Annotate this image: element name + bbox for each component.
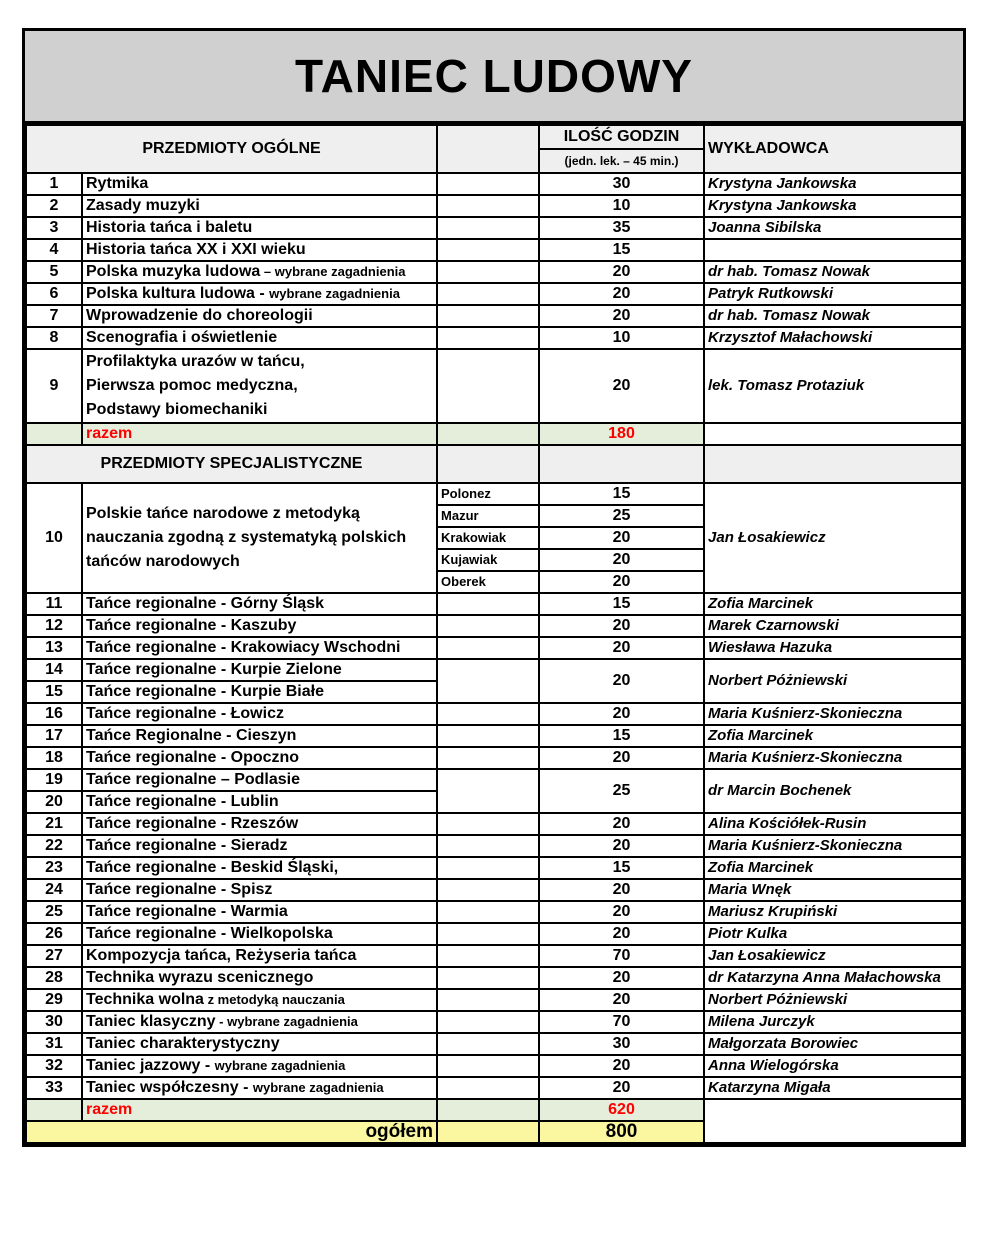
table-row <box>26 989 962 1011</box>
special-total-row <box>26 1099 962 1121</box>
lecturer-cell: dr Marcin Bochenek <box>704 769 962 813</box>
dance-name: Kujawiak <box>437 549 539 571</box>
table-row <box>26 1077 962 1099</box>
empty-cell <box>704 1099 962 1143</box>
course-name <box>82 989 437 1011</box>
table-row <box>26 725 962 747</box>
hours-cell: 20 <box>539 349 704 423</box>
hours-cell: 15 <box>539 593 704 615</box>
hours-cell: 20 <box>539 1077 704 1099</box>
lecturer-cell: Zofia Marcinek <box>704 593 962 615</box>
lecturer-cell: Piotr Kulka <box>704 923 962 945</box>
hours-cell: 20 <box>539 703 704 725</box>
row-number: 24 <box>26 879 82 901</box>
hours-cell: 30 <box>539 173 704 195</box>
table-row <box>26 637 962 659</box>
row-number: 3 <box>26 217 82 239</box>
hours-cell: 20 <box>539 879 704 901</box>
empty-cell <box>437 637 539 659</box>
row-number: 11 <box>26 593 82 615</box>
hours-cell: 15 <box>539 725 704 747</box>
course-name <box>82 195 437 217</box>
row-number: 25 <box>26 901 82 923</box>
empty-cell <box>437 239 539 261</box>
empty-cell <box>437 305 539 327</box>
table-row <box>26 879 962 901</box>
hours-note: (jedn. lek. – 45 min.) <box>540 148 703 172</box>
lecturer-cell: Krystyna Jankowska <box>704 195 962 217</box>
course-name <box>82 261 437 283</box>
empty-cell <box>437 703 539 725</box>
row-number: 16 <box>26 703 82 725</box>
course-name-text: Historia tańca XX i XXI wieku <box>86 241 306 258</box>
table-row <box>26 349 962 423</box>
course-name-text: Tańce regionalne - Warmia <box>86 903 288 920</box>
hours-cell: 20 <box>539 967 704 989</box>
course-name <box>82 813 437 835</box>
row-number: 8 <box>26 327 82 349</box>
course-name-text: Tańce regionalne - Spisz <box>86 881 273 898</box>
course-name-text: Tańce regionalne - Sieradz <box>86 837 288 854</box>
lecturer-cell <box>704 239 962 261</box>
table-row <box>26 217 962 239</box>
course-name <box>82 615 437 637</box>
hours-cell: 20 <box>539 1055 704 1077</box>
hours-cell: 15 <box>539 483 704 505</box>
hours-cell: 15 <box>539 239 704 261</box>
course-note: - wybrane zagadnienia <box>215 1014 358 1029</box>
row-number: 12 <box>26 615 82 637</box>
course-name <box>82 945 437 967</box>
table-row <box>26 615 962 637</box>
total-label: razem <box>82 423 437 445</box>
row-number: 21 <box>26 813 82 835</box>
table-row <box>26 327 962 349</box>
table-row <box>26 1055 962 1077</box>
lecturer-cell: Maria Kuśnierz-Skonieczna <box>704 835 962 857</box>
course-name <box>82 483 437 593</box>
empty-cell <box>437 901 539 923</box>
course-name-text: Kompozycja tańca, Reżyseria tańca <box>86 947 357 964</box>
hours-cell: 20 <box>539 305 704 327</box>
lecturer-header: WYKŁADOWCA <box>704 125 962 173</box>
course-name-text: Tańce regionalne - Kurpie Białe <box>86 683 324 700</box>
course-name-text: Tańce regionalne - Kaszuby <box>86 617 297 634</box>
course-name <box>82 769 437 791</box>
empty-cell <box>26 1099 82 1121</box>
course-name <box>82 879 437 901</box>
table-row <box>26 945 962 967</box>
course-name-text: Wprowadzenie do choreologii <box>86 307 313 324</box>
course-name-text: Taniec klasyczny <box>86 1013 216 1030</box>
course-name-text: Polska muzyka ludowa <box>86 263 261 280</box>
header-row <box>26 125 962 173</box>
course-name-line: Polskie tańce narodowe z metodyką <box>86 505 360 522</box>
lecturer-cell: Anna Wielogórska <box>704 1055 962 1077</box>
course-note: z metodyką nauczania <box>203 992 345 1007</box>
table-row <box>26 835 962 857</box>
lecturer-cell: Katarzyna Migała <box>704 1077 962 1099</box>
course-name <box>82 681 437 703</box>
hours-cell: 20 <box>539 659 704 703</box>
empty-cell <box>437 173 539 195</box>
table-row <box>26 813 962 835</box>
hours-cell: 20 <box>539 901 704 923</box>
row-number: 32 <box>26 1055 82 1077</box>
lecturer-cell: Jan Łosakiewicz <box>704 945 962 967</box>
row-number: 7 <box>26 305 82 327</box>
hours-cell: 20 <box>539 283 704 305</box>
table-row <box>26 195 962 217</box>
course-name <box>82 659 437 681</box>
lecturer-cell: dr Katarzyna Anna Małachowska <box>704 967 962 989</box>
course-name <box>82 637 437 659</box>
empty-cell <box>437 261 539 283</box>
table-row <box>26 593 962 615</box>
table-row <box>26 1011 962 1033</box>
row-number: 1 <box>26 173 82 195</box>
empty-cell <box>437 923 539 945</box>
hours-cell: 20 <box>539 549 704 571</box>
row-number: 17 <box>26 725 82 747</box>
course-name-text: Tańce regionalne - Kurpie Zielone <box>86 661 342 678</box>
course-name-text: Tańce regionalne - Beskid Śląski, <box>86 859 339 876</box>
hours-cell: 10 <box>539 195 704 217</box>
table-row <box>26 923 962 945</box>
empty-cell <box>437 967 539 989</box>
course-name <box>82 967 437 989</box>
course-name <box>82 835 437 857</box>
row-number: 4 <box>26 239 82 261</box>
empty-cell <box>26 423 82 445</box>
lecturer-cell: Zofia Marcinek <box>704 857 962 879</box>
empty-cell <box>437 659 539 703</box>
row-number: 9 <box>26 349 82 423</box>
lecturer-cell: Krystyna Jankowska <box>704 173 962 195</box>
empty-cell <box>704 423 962 445</box>
lecturer-cell: dr hab. Tomasz Nowak <box>704 261 962 283</box>
table-row <box>26 239 962 261</box>
hours-cell: 20 <box>539 835 704 857</box>
row-number: 29 <box>26 989 82 1011</box>
total-label: razem <box>82 1099 437 1121</box>
empty-cell <box>437 195 539 217</box>
lecturer-cell: Norbert Póżniewski <box>704 989 962 1011</box>
total-hours: 620 <box>539 1099 704 1121</box>
table-row <box>26 967 962 989</box>
course-name-line: nauczania zgodną z systematyką polskich <box>86 529 407 546</box>
empty-cell <box>437 327 539 349</box>
row-number: 28 <box>26 967 82 989</box>
empty-cell <box>437 857 539 879</box>
row-number: 15 <box>26 681 82 703</box>
course-name <box>82 283 437 305</box>
lecturer-cell: Alina Kościółek-Rusin <box>704 813 962 835</box>
table-row <box>26 703 962 725</box>
empty-cell <box>437 879 539 901</box>
table-row <box>26 261 962 283</box>
hours-cell: 20 <box>539 261 704 283</box>
empty-cell <box>437 1033 539 1055</box>
total-hours: 180 <box>539 423 704 445</box>
empty-cell <box>437 769 539 813</box>
table-row <box>26 769 962 791</box>
empty-cell <box>437 989 539 1011</box>
table-row <box>26 901 962 923</box>
course-name-line: tańców narodowych <box>86 553 240 570</box>
course-name-text: Tańce regionalne - Górny Śląsk <box>86 595 324 612</box>
lecturer-cell: Mariusz Krupiński <box>704 901 962 923</box>
lecturer-cell: Krzysztof Małachowski <box>704 327 962 349</box>
empty-cell <box>437 349 539 423</box>
course-name-text: Technika wolna <box>86 991 204 1008</box>
empty-cell <box>437 835 539 857</box>
hours-cell: 20 <box>539 527 704 549</box>
course-name <box>82 239 437 261</box>
row-number: 6 <box>26 283 82 305</box>
hours-cell: 20 <box>539 615 704 637</box>
row-number: 18 <box>26 747 82 769</box>
hours-cell: 70 <box>539 1011 704 1033</box>
hours-cell: 20 <box>539 923 704 945</box>
course-name <box>82 217 437 239</box>
empty-cell <box>437 217 539 239</box>
dance-name: Mazur <box>437 505 539 527</box>
empty-cell <box>437 945 539 967</box>
hours-cell: 30 <box>539 1033 704 1055</box>
course-name <box>82 703 437 725</box>
lecturer-cell: Małgorzata Borowiec <box>704 1033 962 1055</box>
course-name <box>82 327 437 349</box>
lecturer-cell: Zofia Marcinek <box>704 725 962 747</box>
course-name-text: Tańce regionalne - Krakowiacy Wschodni <box>86 639 401 656</box>
course-name <box>82 1033 437 1055</box>
row-number: 33 <box>26 1077 82 1099</box>
row-number: 23 <box>26 857 82 879</box>
special-header: PRZEDMIOTY SPECJALISTYCZNE <box>26 445 437 483</box>
course-name <box>82 1055 437 1077</box>
hours-label: ILOŚĆ GODZIN <box>563 128 680 145</box>
hours-cell: 20 <box>539 637 704 659</box>
row-number: 20 <box>26 791 82 813</box>
empty-cell <box>437 1077 539 1099</box>
empty-cell <box>437 593 539 615</box>
row-number: 2 <box>26 195 82 217</box>
course-name-text: Taniec współczesny - <box>86 1079 253 1096</box>
empty-cell <box>437 747 539 769</box>
row-number: 27 <box>26 945 82 967</box>
course-name-line: Pierwsza pomoc medyczna, <box>86 377 298 394</box>
empty-cell <box>437 283 539 305</box>
table-row <box>26 1033 962 1055</box>
course-name-text: Tańce regionalne - Rzeszów <box>86 815 299 832</box>
empty-cell <box>437 615 539 637</box>
course-note: wybrane zagadnienia <box>252 1080 384 1095</box>
lecturer-cell: Milena Jurczyk <box>704 1011 962 1033</box>
empty-cell <box>704 445 962 483</box>
course-name-text: Tańce regionalne - Wielkopolska <box>86 925 333 942</box>
lecturer-cell: Maria Kuśnierz-Skonieczna <box>704 703 962 725</box>
hours-cell: 10 <box>539 327 704 349</box>
table-row <box>26 173 962 195</box>
course-note: – wybrane zagadnienia <box>260 264 406 279</box>
course-name <box>82 1011 437 1033</box>
course-name-text: Scenografia i oświetlenie <box>86 329 278 346</box>
course-name <box>82 1077 437 1099</box>
dance-row <box>26 483 962 505</box>
course-name-text: Tańce Regionalne - Cieszyn <box>86 727 297 744</box>
row-number: 19 <box>26 769 82 791</box>
row-number: 5 <box>26 261 82 283</box>
lecturer-cell: Norbert Póżniewski <box>704 659 962 703</box>
empty-cell <box>437 813 539 835</box>
empty-cell <box>437 1011 539 1033</box>
header-empty <box>437 125 539 173</box>
course-name-text: Tańce regionalne - Lublin <box>86 793 279 810</box>
course-name-line: Podstawy biomechaniki <box>86 401 268 418</box>
row-number: 13 <box>26 637 82 659</box>
empty-cell <box>437 423 539 445</box>
lecturer-cell: lek. Tomasz Protaziuk <box>704 349 962 423</box>
grand-total-label: ogółem <box>26 1121 437 1143</box>
hours-cell: 25 <box>539 769 704 813</box>
table-row <box>26 305 962 327</box>
lecturer-cell: dr hab. Tomasz Nowak <box>704 305 962 327</box>
hours-cell: 70 <box>539 945 704 967</box>
course-name <box>82 593 437 615</box>
dance-name: Krakowiak <box>437 527 539 549</box>
lecturer-cell: Marek Czarnowski <box>704 615 962 637</box>
hours-cell: 25 <box>539 505 704 527</box>
hours-header <box>539 125 704 173</box>
course-name <box>82 747 437 769</box>
course-name-text: Historia tańca i baletu <box>86 219 253 236</box>
course-name-text: Tańce regionalne – Podlasie <box>86 771 300 788</box>
course-table <box>25 124 963 1144</box>
course-name-text: Zasady muzyki <box>86 197 200 214</box>
hours-cell: 20 <box>539 747 704 769</box>
course-name-text: Rytmika <box>86 175 149 192</box>
course-name <box>82 901 437 923</box>
row-number: 31 <box>26 1033 82 1055</box>
empty-cell <box>437 1099 539 1121</box>
table-row <box>26 283 962 305</box>
course-name-line: Profilaktyka urazów w tańcu, <box>86 353 305 370</box>
row-number: 22 <box>26 835 82 857</box>
table-row <box>26 857 962 879</box>
empty-cell <box>437 1121 539 1143</box>
lecturer-cell: Jan Łosakiewicz <box>704 483 962 593</box>
course-name <box>82 725 437 747</box>
lecturer-cell: Maria Wnęk <box>704 879 962 901</box>
course-name <box>82 857 437 879</box>
row-number: 14 <box>26 659 82 681</box>
page-title: TANIEC LUDOWY <box>25 31 963 124</box>
schedule-sheet <box>22 28 966 1147</box>
course-name-text: Taniec charakterystyczny <box>86 1035 280 1052</box>
course-name-text: Taniec jazzowy - <box>86 1057 215 1074</box>
course-name-text: Tańce regionalne - Opoczno <box>86 749 300 766</box>
hours-cell: 20 <box>539 989 704 1011</box>
general-total-row <box>26 423 962 445</box>
course-note: wybrane zagadnienia <box>269 286 400 301</box>
lecturer-cell: Maria Kuśnierz-Skonieczna <box>704 747 962 769</box>
general-header: PRZEDMIOTY OGÓLNE <box>26 125 437 173</box>
course-name <box>82 305 437 327</box>
hours-cell: 15 <box>539 857 704 879</box>
course-name-text: Technika wyrazu scenicznego <box>86 969 314 986</box>
table-row <box>26 747 962 769</box>
hours-cell: 35 <box>539 217 704 239</box>
row-number: 30 <box>26 1011 82 1033</box>
dance-name: Oberek <box>437 571 539 593</box>
hours-cell: 20 <box>539 571 704 593</box>
dance-name: Polonez <box>437 483 539 505</box>
row-number: 10 <box>26 483 82 593</box>
empty-cell <box>539 445 704 483</box>
course-name <box>82 173 437 195</box>
hours-cell: 20 <box>539 813 704 835</box>
course-name <box>82 923 437 945</box>
course-name-text: Polska kultura ludowa - <box>86 285 270 302</box>
lecturer-cell: Joanna Sibilska <box>704 217 962 239</box>
grand-total-hours: 800 <box>539 1121 704 1143</box>
course-name <box>82 349 437 423</box>
empty-cell <box>437 445 539 483</box>
empty-cell <box>437 725 539 747</box>
table-row <box>26 659 962 681</box>
course-name <box>82 791 437 813</box>
course-name-text: Tańce regionalne - Łowicz <box>86 705 284 722</box>
lecturer-cell: Patryk Rutkowski <box>704 283 962 305</box>
course-note: wybrane zagadnienia <box>214 1058 346 1073</box>
row-number: 26 <box>26 923 82 945</box>
special-header-row <box>26 445 962 483</box>
empty-cell <box>437 1055 539 1077</box>
lecturer-cell: Wiesława Hazuka <box>704 637 962 659</box>
